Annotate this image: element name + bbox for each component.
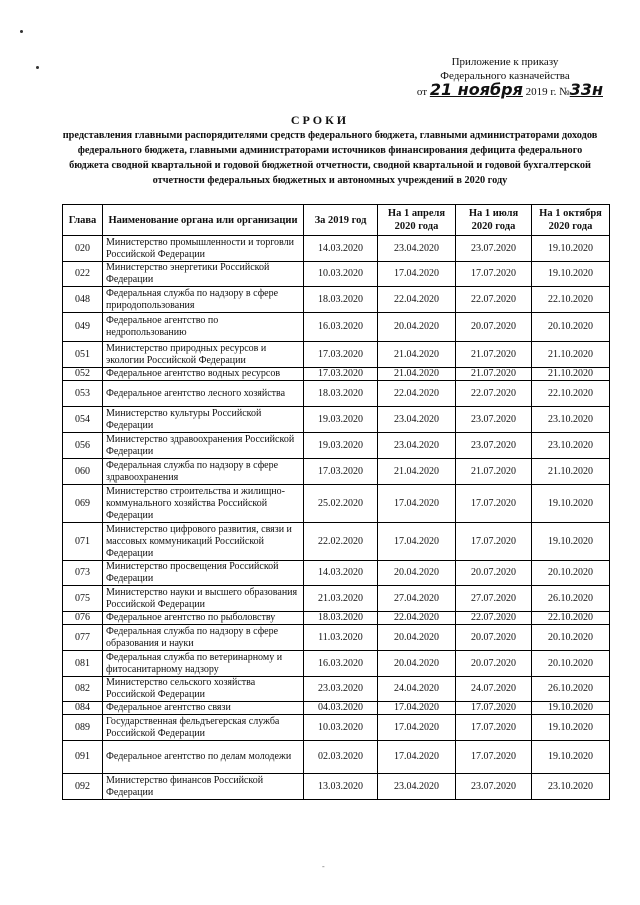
cell-jul: 17.07.2020: [456, 741, 532, 774]
table-row: [63, 262, 610, 287]
header-october: На 1 октября 2020 года: [532, 205, 610, 236]
cell-code: 060: [63, 459, 103, 485]
cell-name: Государственная фельдъегерская служба Российской Федерации: [103, 715, 304, 741]
cell-apr: 17.04.2020: [378, 262, 456, 287]
table-row: [63, 485, 610, 523]
cell-code: 092: [63, 774, 103, 800]
cell-name: Министерство природных ресурсов и экологии Российской Федерации: [103, 342, 304, 368]
cell-jul: 24.07.2020: [456, 677, 532, 702]
cell-code: 076: [63, 612, 103, 625]
cell-jul: 20.07.2020: [456, 651, 532, 677]
cell-apr: 27.04.2020: [378, 586, 456, 612]
cell-code: 053: [63, 381, 103, 407]
cell-y2019: 16.03.2020: [304, 651, 378, 677]
cell-jul: 17.07.2020: [456, 485, 532, 523]
cell-y2019: 18.03.2020: [304, 287, 378, 313]
header-2019: За 2019 год: [304, 205, 378, 236]
cell-code: 069: [63, 485, 103, 523]
cell-name: Министерство финансов Российской Федерации: [103, 774, 304, 800]
cell-apr: 17.04.2020: [378, 485, 456, 523]
cell-apr: 17.04.2020: [378, 523, 456, 561]
table-row: [63, 433, 610, 459]
footer-dash: -: [322, 862, 325, 871]
cell-jul: 20.07.2020: [456, 561, 532, 586]
table-row: [63, 407, 610, 433]
cell-apr: 23.04.2020: [378, 407, 456, 433]
cell-y2019: 13.03.2020: [304, 774, 378, 800]
cell-apr: 21.04.2020: [378, 342, 456, 368]
cell-name: Министерство культуры Российской Федерации: [103, 407, 304, 433]
cell-jul: 17.07.2020: [456, 523, 532, 561]
cell-oct: 22.10.2020: [532, 612, 610, 625]
cell-code: 071: [63, 523, 103, 561]
cell-code: 091: [63, 741, 103, 774]
cell-y2019: 14.03.2020: [304, 236, 378, 262]
appendix-line-2: Федерального казначейства: [440, 70, 570, 82]
handwritten-number: 33н: [569, 80, 603, 99]
cell-code: 089: [63, 715, 103, 741]
table-row: [63, 313, 610, 342]
cell-code: 048: [63, 287, 103, 313]
cell-oct: 19.10.2020: [532, 702, 610, 715]
cell-jul: 22.07.2020: [456, 612, 532, 625]
cell-code: 052: [63, 368, 103, 381]
cell-name: Федеральная служба по надзору в сфере природопользования: [103, 287, 304, 313]
cell-oct: 23.10.2020: [532, 774, 610, 800]
table-row: [63, 523, 610, 561]
cell-name: Министерство науки и высшего образования Российской Федерации: [103, 586, 304, 612]
cell-jul: 23.07.2020: [456, 236, 532, 262]
table-row: [63, 342, 610, 368]
cell-oct: 26.10.2020: [532, 677, 610, 702]
cell-apr: 21.04.2020: [378, 459, 456, 485]
cell-code: 022: [63, 262, 103, 287]
document-subtitle: представления главными распорядителями средств федерального бюджета, главными администраторами доходов федерального бюджета, главными администраторами источников финансирования дефицита федерального бюджета сводной квартальной и годовой бюджетной отчетности, сводной квартальной и годовой бухгалтерской отчетности федеральных бюджетных и автономных учреждений в 2020 году: [62, 130, 598, 186]
cell-name: Федеральное агентство по рыболовству: [103, 612, 304, 625]
table-row: [63, 561, 610, 586]
cell-code: 077: [63, 625, 103, 651]
cell-oct: 19.10.2020: [532, 485, 610, 523]
document-title: СРОКИ: [290, 113, 350, 127]
table-row: [63, 741, 610, 774]
table-row: [63, 236, 610, 262]
cell-y2019: 23.03.2020: [304, 677, 378, 702]
cell-apr: 17.04.2020: [378, 702, 456, 715]
cell-code: 056: [63, 433, 103, 459]
table-row: [63, 287, 610, 313]
cell-oct: 22.10.2020: [532, 381, 610, 407]
cell-oct: 19.10.2020: [532, 236, 610, 262]
cell-oct: 20.10.2020: [532, 625, 610, 651]
cell-y2019: 22.02.2020: [304, 523, 378, 561]
cell-jul: 23.07.2020: [456, 433, 532, 459]
scan-dot: [20, 30, 23, 33]
cell-oct: 26.10.2020: [532, 586, 610, 612]
cell-oct: 22.10.2020: [532, 287, 610, 313]
cell-y2019: 17.03.2020: [304, 368, 378, 381]
cell-name: Федеральное агентство водных ресурсов: [103, 368, 304, 381]
cell-oct: 19.10.2020: [532, 523, 610, 561]
cell-oct: 23.10.2020: [532, 407, 610, 433]
cell-code: 073: [63, 561, 103, 586]
cell-apr: 17.04.2020: [378, 715, 456, 741]
cell-y2019: 21.03.2020: [304, 586, 378, 612]
cell-jul: 21.07.2020: [456, 342, 532, 368]
cell-apr: 22.04.2020: [378, 287, 456, 313]
appendix-line-1: Приложение к приказу: [451, 56, 559, 68]
cell-y2019: 11.03.2020: [304, 625, 378, 651]
cell-y2019: 16.03.2020: [304, 313, 378, 342]
cell-y2019: 10.03.2020: [304, 715, 378, 741]
header-code: Глава: [63, 205, 103, 236]
deadlines-table: [62, 204, 610, 800]
cell-jul: 23.07.2020: [456, 774, 532, 800]
cell-apr: 20.04.2020: [378, 651, 456, 677]
cell-name: Министерство просвещения Российской Федерации: [103, 561, 304, 586]
cell-apr: 23.04.2020: [378, 774, 456, 800]
cell-code: 049: [63, 313, 103, 342]
table-row: [63, 677, 610, 702]
table-row: [63, 381, 610, 407]
table-row: [63, 586, 610, 612]
cell-apr: 23.04.2020: [378, 236, 456, 262]
cell-code: 082: [63, 677, 103, 702]
appendix-block: [405, 55, 605, 99]
cell-jul: 17.07.2020: [456, 702, 532, 715]
cell-name: Федеральное агентство связи: [103, 702, 304, 715]
cell-apr: 20.04.2020: [378, 625, 456, 651]
cell-oct: 19.10.2020: [532, 741, 610, 774]
header-july: На 1 июля 2020 года: [456, 205, 532, 236]
appendix-year: 2019 г. №: [525, 86, 570, 98]
cell-code: 084: [63, 702, 103, 715]
cell-y2019: 17.03.2020: [304, 459, 378, 485]
cell-y2019: 17.03.2020: [304, 342, 378, 368]
cell-jul: 20.07.2020: [456, 313, 532, 342]
cell-name: Министерство энергетики Российской Федерации: [103, 262, 304, 287]
cell-code: 054: [63, 407, 103, 433]
cell-y2019: 18.03.2020: [304, 612, 378, 625]
cell-y2019: 14.03.2020: [304, 561, 378, 586]
table-row: [63, 459, 610, 485]
cell-code: 020: [63, 236, 103, 262]
cell-name: Министерство сельского хозяйства Российской Федерации: [103, 677, 304, 702]
cell-name: Федеральная служба по ветеринарному и фитосанитарному надзору: [103, 651, 304, 677]
header-april: На 1 апреля 2020 года: [378, 205, 456, 236]
cell-y2019: 19.03.2020: [304, 407, 378, 433]
cell-apr: 21.04.2020: [378, 368, 456, 381]
table-row: [63, 774, 610, 800]
table-row: [63, 651, 610, 677]
header-name: Наименование органа или организации: [103, 205, 304, 236]
cell-name: Федеральное агентство лесного хозяйства: [103, 381, 304, 407]
cell-oct: 19.10.2020: [532, 262, 610, 287]
appendix-date-line: [405, 80, 605, 99]
cell-y2019: 04.03.2020: [304, 702, 378, 715]
handwritten-date: 21 ноября: [429, 80, 523, 99]
cell-oct: 21.10.2020: [532, 368, 610, 381]
table-row: [63, 715, 610, 741]
cell-y2019: 18.03.2020: [304, 381, 378, 407]
table-header-row: [63, 205, 610, 236]
cell-code: 081: [63, 651, 103, 677]
cell-oct: 20.10.2020: [532, 313, 610, 342]
cell-name: Министерство цифрового развития, связи и массовых коммуникаций Российской Федерации: [103, 523, 304, 561]
cell-oct: 21.10.2020: [532, 342, 610, 368]
cell-name: Федеральное агентство по делам молодежи: [103, 741, 304, 774]
cell-apr: 22.04.2020: [378, 381, 456, 407]
cell-jul: 20.07.2020: [456, 625, 532, 651]
appendix-from: от: [416, 86, 428, 98]
cell-apr: 23.04.2020: [378, 433, 456, 459]
table-row: [63, 368, 610, 381]
cell-jul: 23.07.2020: [456, 407, 532, 433]
cell-y2019: 19.03.2020: [304, 433, 378, 459]
cell-name: Федеральная служба по надзору в сфере образования и науки: [103, 625, 304, 651]
scan-dot: [36, 66, 39, 69]
table-row: [63, 612, 610, 625]
cell-y2019: 10.03.2020: [304, 262, 378, 287]
cell-y2019: 25.02.2020: [304, 485, 378, 523]
cell-name: Министерство здравоохранения Российской Федерации: [103, 433, 304, 459]
cell-jul: 22.07.2020: [456, 287, 532, 313]
cell-jul: 22.07.2020: [456, 381, 532, 407]
cell-name: Федеральное агентство по недропользованию: [103, 313, 304, 342]
cell-jul: 17.07.2020: [456, 262, 532, 287]
table-row: [63, 625, 610, 651]
cell-jul: 21.07.2020: [456, 459, 532, 485]
cell-jul: 17.07.2020: [456, 715, 532, 741]
cell-apr: 17.04.2020: [378, 741, 456, 774]
cell-oct: 20.10.2020: [532, 651, 610, 677]
cell-oct: 19.10.2020: [532, 715, 610, 741]
table-row: [63, 702, 610, 715]
cell-oct: 20.10.2020: [532, 561, 610, 586]
cell-jul: 27.07.2020: [456, 586, 532, 612]
cell-oct: 23.10.2020: [532, 433, 610, 459]
cell-name: Министерство строительства и жилищно-коммунального хозяйства Российской Федерации: [103, 485, 304, 523]
cell-apr: 20.04.2020: [378, 561, 456, 586]
cell-apr: 22.04.2020: [378, 612, 456, 625]
cell-code: 075: [63, 586, 103, 612]
cell-name: Министерство промышленности и торговли Российской Федерации: [103, 236, 304, 262]
cell-y2019: 02.03.2020: [304, 741, 378, 774]
cell-apr: 20.04.2020: [378, 313, 456, 342]
cell-oct: 21.10.2020: [532, 459, 610, 485]
cell-code: 051: [63, 342, 103, 368]
cell-jul: 21.07.2020: [456, 368, 532, 381]
cell-apr: 24.04.2020: [378, 677, 456, 702]
cell-name: Федеральная служба по надзору в сфере здравоохранения: [103, 459, 304, 485]
table-body: [63, 236, 610, 800]
